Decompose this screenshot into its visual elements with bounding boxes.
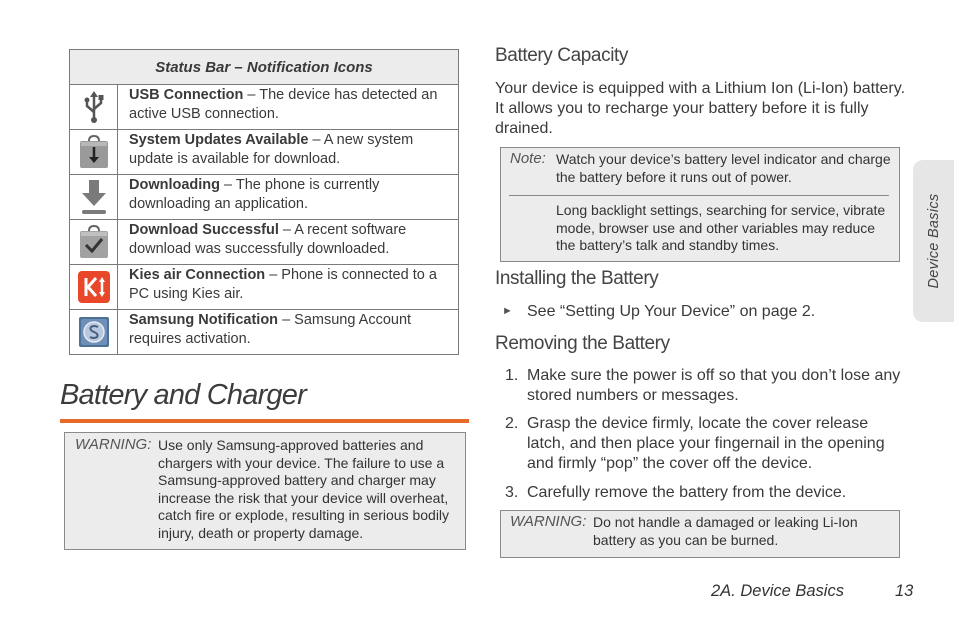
note-text-2: Long backlight settings, searching for service, vibrate mode, browser use and other variables may reduce the battery’s talk and standby times. [556,202,886,253]
note-text-1: Watch your device’s battery level indicator and charge the battery before it runs out of power. [556,151,891,185]
row-title: USB Connection [129,87,244,103]
step-text: Make sure the power is off so that you don’t lose any stored numbers or messages. [527,367,901,404]
bullet-arrow-icon: ► [502,305,513,317]
removing-heading: Removing the Battery [495,333,670,354]
row-desc: – Samsung Account requires activation. [129,312,412,347]
battery-capacity-heading: Battery Capacity [495,45,628,66]
warning-label: WARNING: [75,436,152,453]
row-desc: – A new system update is available for download. [129,132,414,167]
row-title: System Updates Available [129,132,309,148]
notification-icons-table [69,49,459,355]
note-box [500,147,900,262]
warning-box [64,432,466,550]
row-desc: – Phone is connected to a PC using Kies air. [129,267,437,302]
battery-capacity-text: Your device is equipped with a Lithium Ion (Li-Ion) battery. It allows you to recharge your battery before it is fully drained. [495,80,906,137]
download-icon [70,179,117,215]
download-complete-icon [70,225,117,259]
step-number: 2. [505,415,519,432]
footer-section: 2A. Device Basics [711,582,844,600]
warning-text: Do not handle a damaged or leaking Li-Ion battery as you can be burned. [593,514,858,548]
usb-icon [70,90,117,124]
warning-label: WARNING: [510,513,587,530]
table-row [70,310,459,355]
table-header: Status Bar – Notification Icons [70,50,459,85]
section-divider [60,419,469,423]
table-row [70,220,459,265]
step-number: 3. [505,484,519,501]
row-desc: – The device has detected an active USB connection. [129,87,438,122]
system-update-icon [70,135,117,169]
table-row [70,130,459,175]
warning-box [500,510,900,558]
table-row [70,265,459,310]
note-label: Note: [510,150,546,167]
table-row [70,85,459,130]
side-tab [913,160,954,322]
row-title: Kies air Connection [129,267,266,283]
row-title: Downloading [129,177,221,193]
samsung-notification-icon [70,317,117,347]
installing-heading: Installing the Battery [495,268,659,289]
section-title: Battery and Charger [60,379,306,411]
step-text: Carefully remove the battery from the device. [527,484,847,501]
step-number: 1. [505,367,519,384]
table-row [70,175,459,220]
row-desc: – A recent software download was successfully downloaded. [129,222,407,257]
kies-air-icon [70,271,117,303]
step-text: Grasp the device firmly, locate the cover release latch, and then place your fingernail in the opening and firmly “pop” the cover off the device. [527,415,885,472]
page-number: 13 [895,582,914,600]
row-title: Samsung Notification [129,312,279,328]
warning-text: Use only Samsung-approved batteries and chargers with your device. The failure to use a Samsung-approved battery and charger may increase the risk that your device will overheat, catch fire or explode, resulting in serious bodily injury, death or property damage. [158,437,450,541]
side-tab-label: Device Basics [925,193,942,289]
row-title: Download Successful [129,222,279,238]
note-divider [509,195,889,196]
row-desc: – The phone is currently downloading an application. [129,177,380,212]
installing-bullet: See “Setting Up Your Device” on page 2. [527,303,816,320]
